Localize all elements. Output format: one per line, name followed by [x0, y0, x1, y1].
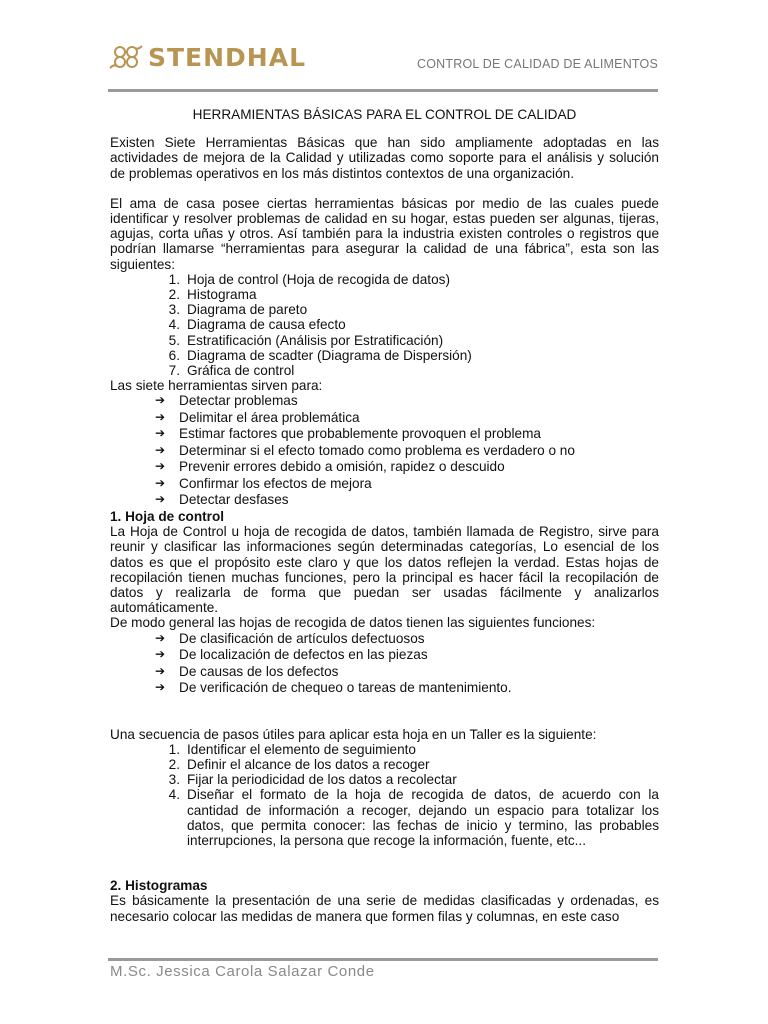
purpose-intro: Las siete herramientas sirven para:: [110, 378, 323, 394]
list-item: 4. Diagrama de causa efecto: [168, 317, 346, 333]
list-item: 3. Fijar la periodicidad de los datos a recolectar: [168, 772, 457, 788]
page-header: [108, 38, 658, 90]
functions-list: [110, 631, 659, 696]
logo-text: STENDHAL: [148, 42, 307, 72]
footer-divider: [108, 958, 658, 961]
list-item: 1. Hoja de control (Hoja de recogida de datos): [168, 271, 450, 287]
list-item: 4. Diseñar el formato de la hoja de recogida de datos, de acuerdo con la cantidad de información a recoger, dejando un espacio para totalizar los datos, que permita conocer: las fechas de inicio y termino, las probables interrupciones, la persona que recoge la información, fuente, etc...: [168, 787, 659, 848]
list-item: 7. Gráfica de control: [168, 363, 295, 379]
section1-paragraph: La Hoja de Control u hoja de recogida de datos, también llamada de Registro, sirve para reunir y clasificar las informaciones según determinadas categorías, Lo esencial de los datos es que el propósito este claro y que los datos reflejen la verdad. Estas hojas de recopilación tienen muchas funciones, pero la principal es hacer fácil la recopilación de datos y realizarla de forma que puedan ser usadas fácilmente y analizarlos automáticamente.: [110, 524, 659, 616]
arrow-bullet-icon: ➔: [155, 475, 166, 490]
list-item: ➔ Estimar factores que probablemente provoquen el problema: [155, 426, 541, 442]
arrow-bullet-icon: ➔: [155, 409, 166, 424]
arrow-bullet-icon: ➔: [155, 442, 166, 457]
document-body: [110, 107, 659, 924]
section-heading: 2. Histogramas: [110, 878, 208, 894]
steps-list: [110, 742, 659, 848]
arrow-bullet-icon: ➔: [155, 630, 166, 645]
logo: [108, 42, 306, 72]
list-item: 6. Diagrama de scadter (Diagrama de Dispersión): [168, 347, 472, 363]
intro-paragraph: Existen Siete Herramientas Básicas que han sido ampliamente adoptadas en las actividades de mejora de la Calidad y utilizadas como soporte para el análisis y solución de problemas operativos en los más distintos contextos de una organización.: [110, 135, 659, 181]
list-item: ➔ Confirmar los efectos de mejora: [155, 475, 372, 491]
list-item: ➔ Determinar si el efecto tomado como problema es verdadero o no: [155, 442, 575, 458]
list-item: ➔ De localización de defectos en las piezas: [155, 647, 428, 663]
purpose-list: [110, 393, 659, 507]
list-item: 2. Definir el alcance de los datos a recoger: [168, 756, 430, 772]
arrow-bullet-icon: ➔: [155, 647, 166, 662]
list-item: ➔ De causas de los defectos: [155, 663, 339, 679]
arrow-bullet-icon: ➔: [155, 492, 166, 507]
section2-paragraph: Es básicamente la presentación de una serie de medidas clasificadas y ordenadas, es necesario colocar las medidas de manera que formen filas y columnas, en este caso: [110, 893, 659, 924]
header-divider: [108, 89, 658, 92]
ornament-logo-icon: [108, 42, 146, 72]
arrow-bullet-icon: ➔: [155, 663, 166, 678]
context-paragraph: El ama de casa posee ciertas herramientas básicas por medio de las cuales puede identificar y resolver problemas de calidad en su hogar, estas pueden ser algunas, tijeras, agujas, corta uñas y otros. Así también para la industria existen controles o registros que podrían llamarse “herramientas para asegurar la calidad de una fábrica”, esta son las siguientes:: [110, 195, 659, 272]
list-item: 5. Estratificación (Análisis por Estratificación): [168, 332, 444, 348]
tools-list: [110, 272, 659, 378]
arrow-bullet-icon: ➔: [155, 426, 166, 441]
list-item: ➔ De verificación de chequeo o tareas de mantenimiento.: [155, 680, 512, 696]
functions-intro: De modo general las hojas de recogida de datos tienen las siguientes funciones:: [110, 615, 596, 631]
list-item: ➔ De clasificación de artículos defectuosos: [155, 630, 425, 646]
list-item: 1. Identificar el elemento de seguimiento: [168, 741, 416, 757]
arrow-bullet-icon: ➔: [155, 393, 166, 408]
list-item: ➔ Detectar desfases: [155, 492, 289, 508]
list-item: 3. Diagrama de pareto: [168, 302, 308, 318]
footer-author: M.Sc. Jessica Carola Salazar Conde: [110, 963, 375, 980]
header-subject: CONTROL DE CALIDAD DE ALIMENTOS: [417, 57, 658, 71]
arrow-bullet-icon: ➔: [155, 680, 166, 695]
section-heading: 1. Hoja de control: [110, 508, 225, 524]
document-title: HERRAMIENTAS BÁSICAS PARA EL CONTROL DE CALIDAD: [192, 107, 577, 122]
list-item: ➔ Detectar problemas: [155, 393, 298, 409]
steps-intro: Una secuencia de pasos útiles para aplicar esta hoja en un Taller es la siguiente:: [110, 726, 597, 742]
list-item: 2. Histograma: [168, 287, 257, 303]
arrow-bullet-icon: ➔: [155, 459, 166, 474]
list-item: ➔ Prevenir errores debido a omisión, rapidez o descuido: [155, 459, 505, 475]
list-item: ➔ Delimitar el área problemática: [155, 409, 360, 425]
